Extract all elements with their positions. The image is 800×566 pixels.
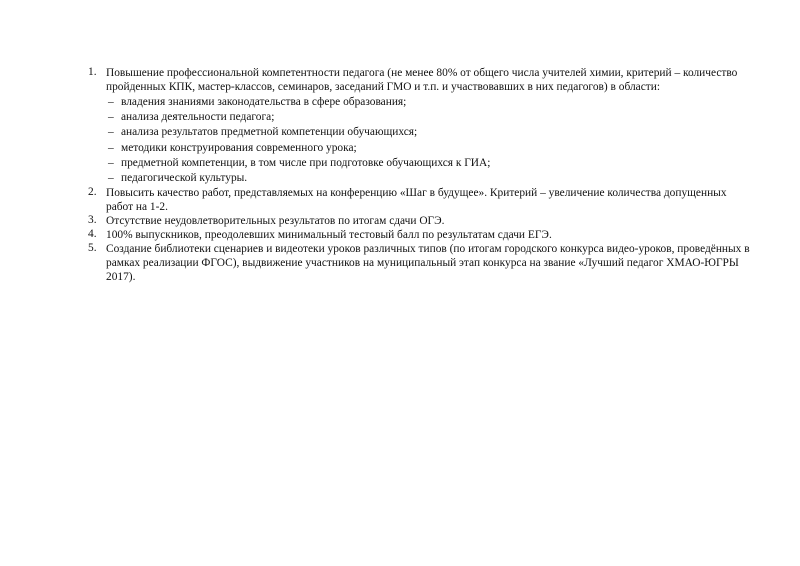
item-text-line: Повышение профессиональной компетентности педагога (не менее 80% от общего числа учителей химии, критерий – количество — [106, 67, 738, 79]
sub-item — [106, 141, 758, 156]
sub-item-text: владения знаниями законодательства в сфере образования; — [121, 96, 407, 108]
item-number: 5. — [88, 242, 97, 255]
item-number: 2. — [88, 186, 97, 199]
item-text-line: рамках реализации ФГОС), выдвижение участников на муниципальный этап конкурса на звание «Лучший педагог ХМАО-ЮГРЫ — [106, 257, 739, 270]
item-text-line: пройденных КПК, мастер-классов, семинаров, заседаний ГМО и т.п. и участвовавших в них педагогов) в области: — [106, 81, 660, 93]
item-text-line: Повысить качество работ, представляемых на конференцию «Шаг в будущее». Критерий – увеличение количества допущенных — [106, 187, 727, 200]
item-text-line: работ на 1-2. — [106, 201, 168, 214]
dash-bullet: – — [108, 96, 114, 108]
list-item-5 — [88, 242, 758, 284]
list-item-4 — [88, 228, 758, 242]
sub-item-text: предметной компетенции, в том числе при подготовке обучающихся к ГИА; — [121, 156, 491, 169]
sub-item — [106, 95, 758, 110]
list-item-3 — [88, 214, 758, 228]
item-text-line: 2017). — [106, 271, 136, 284]
sub-item — [106, 110, 758, 125]
sub-item-text: методики конструирования современного урока; — [121, 141, 357, 154]
sub-item — [106, 125, 758, 140]
dash-bullet: – — [108, 141, 114, 154]
item-number: 3. — [88, 214, 97, 227]
sub-list — [106, 95, 758, 186]
dash-bullet: – — [108, 111, 114, 124]
dash-bullet: – — [108, 172, 114, 185]
item-number: 1. — [88, 66, 97, 78]
list-item-1 — [88, 66, 758, 186]
numbered-list — [88, 66, 758, 284]
item-text-line: Создание библиотеки сценариев и видеотеки уроков различных типов (по итогам городского конкурса видео-уроков, проведённых в — [106, 243, 750, 256]
sub-item-text: анализа результатов предметной компетенции обучающихся; — [121, 126, 418, 139]
sub-item-text: педагогической культуры. — [121, 172, 248, 185]
item-number: 4. — [88, 228, 97, 241]
list-item-2 — [88, 186, 758, 214]
item-text-line: Отсутствие неудовлетворительных результатов по итогам сдачи ОГЭ. — [106, 215, 445, 228]
sub-item — [106, 171, 758, 186]
sub-item — [106, 156, 758, 171]
item-text-line: 100% выпускников, преодолевших минимальный тестовый балл по результатам сдачи ЕГЭ. — [106, 229, 552, 242]
dash-bullet: – — [108, 126, 114, 139]
sub-item-text: анализа деятельности педагога; — [121, 111, 275, 124]
dash-bullet: – — [108, 156, 114, 169]
